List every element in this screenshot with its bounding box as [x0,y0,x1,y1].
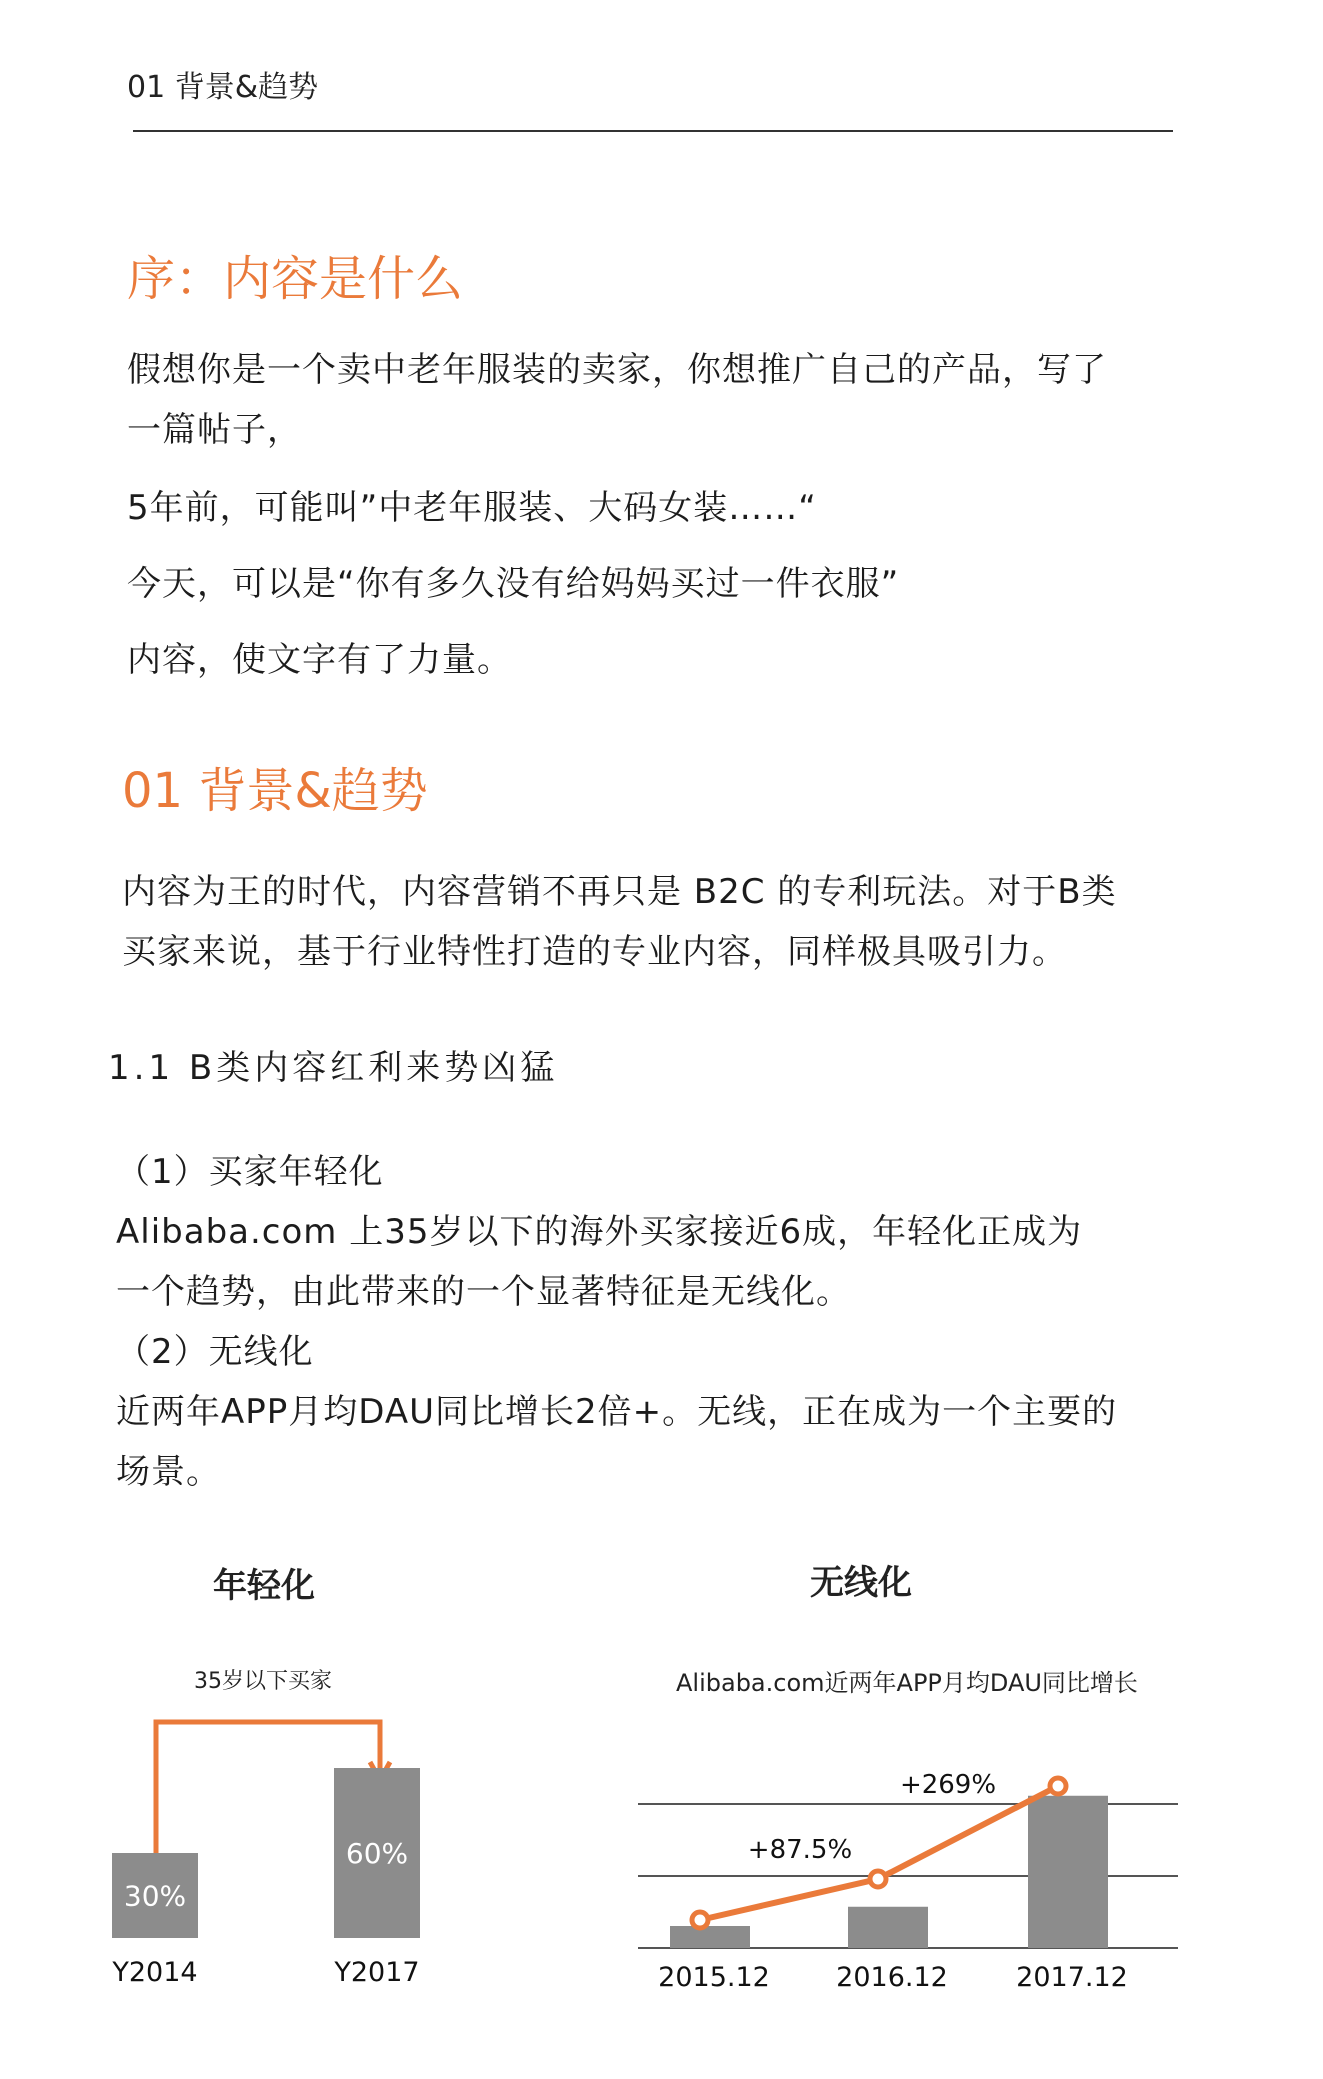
preface-line: 今天，可以是“你有多久没有给妈妈买过一件衣服” [127,564,900,604]
intro-line: 买家来说，基于行业特性打造的专业内容，同样极具吸引力。 [122,932,1067,972]
youth-bar-value: 60% [345,1837,409,1870]
chart1-annotation: 35岁以下买家 [194,1669,332,1694]
preface-heading: 序：内容是什么 [127,251,464,307]
preface-line: 假想你是一个卖中老年服装的卖家，你想推广自己的产品，写了 [127,350,1107,390]
chart2-title: 无线化 [810,1563,912,1603]
dau-bar [848,1907,928,1948]
section-items [116,1142,1256,1502]
dau-x-tick: 2015.12 [658,1962,770,1993]
page-header-title: 01 背景&趋势 [127,70,319,105]
youth-bar-value: 30% [123,1879,187,1913]
item-line: 近两年APP月均DAU同比增长2倍+。无线，正在成为一个主要的 [116,1392,1118,1432]
dau-bar [1028,1796,1108,1948]
chart2-subtitle: Alibaba.com近两年APP月均DAU同比增长 [676,1669,1138,1697]
growth-point [1050,1778,1066,1794]
preface-line: 一篇帖子， [127,410,302,450]
section-heading: 01 背景&趋势 [122,763,428,819]
intro-line: 内容为王的时代，内容营销不再只是 B2C 的专利玩法。对于B类 [122,872,1117,912]
item-line: Alibaba.com 上35岁以下的海外买家接近6成，年轻化正成为 [116,1212,1083,1252]
item-line: 场景。 [116,1452,221,1492]
dau-bar [670,1926,750,1948]
growth-point [870,1871,886,1887]
youth-x-tick: Y2014 [112,1957,198,1988]
preface-line: 5年前，可能叫”中老年服装、大码女装……“ [127,488,817,528]
item-line: （1）买家年轻化 [116,1152,384,1192]
dau-x-tick: 2017.12 [1016,1962,1128,1993]
dau-x-tick: 2016.12 [836,1962,948,1993]
section-intro [122,862,1252,982]
youth-x-tick: Y2017 [334,1957,420,1988]
growth-label: +87.5% [747,1835,853,1865]
preface-line: 内容，使文字有了力量。 [127,640,512,680]
youth-chart [100,1650,460,2000]
growth-point [692,1912,708,1928]
item-line: 一个趋势，由此带来的一个显著特征是无线化。 [116,1272,851,1312]
header-divider [133,130,1173,132]
wireless-chart [630,1760,1200,2000]
chart1-title: 年轻化 [213,1566,315,1606]
growth-label: +269% [899,1770,997,1800]
subsection-heading: 1.1 B类内容红利来势凶猛 [108,1048,559,1088]
item-line: （2）无线化 [116,1332,314,1372]
preface-body [127,340,1237,690]
